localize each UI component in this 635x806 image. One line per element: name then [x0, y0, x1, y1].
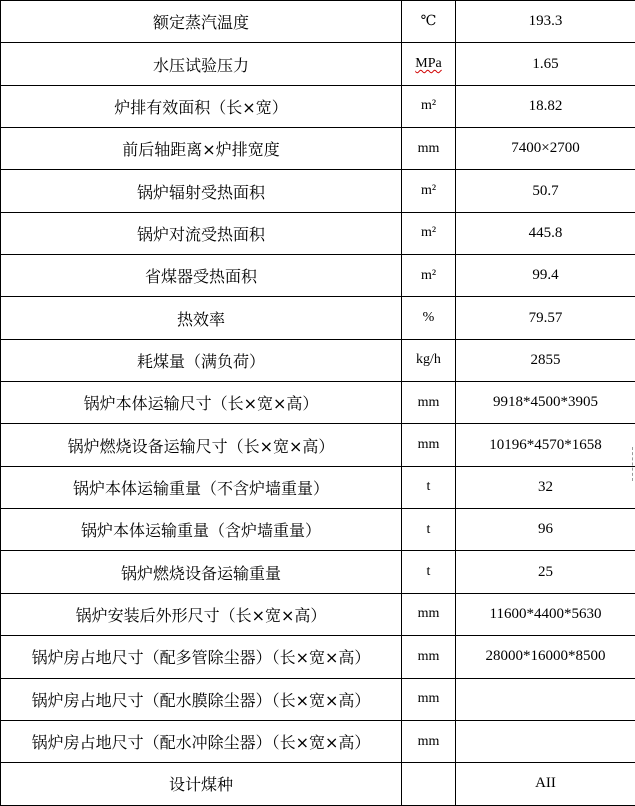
unit-text: kg/h — [416, 352, 441, 367]
parameter-value: 32 — [456, 466, 635, 508]
table-row — [1, 382, 635, 424]
parameter-unit — [402, 720, 456, 762]
parameter-name: 锅炉本体运输尺寸（长×宽×高） — [1, 382, 402, 424]
unit-text: m² — [421, 183, 436, 198]
parameter-name: 前后轴距离×炉排宽度 — [1, 128, 402, 170]
parameter-name: 炉排有效面积（长×宽） — [1, 85, 402, 127]
parameter-name: 设计煤种 — [1, 763, 402, 805]
parameter-unit — [402, 128, 456, 170]
parameter-name: 水压试验压力 — [1, 43, 402, 85]
table-row — [1, 678, 635, 720]
parameter-unit — [402, 43, 456, 85]
parameter-unit — [402, 636, 456, 678]
parameter-value: 2855 — [456, 339, 635, 381]
parameter-value: 7400×2700 — [456, 128, 635, 170]
unit-text: mm — [418, 691, 440, 706]
parameter-name: 锅炉对流受热面积 — [1, 212, 402, 254]
parameter-unit — [402, 170, 456, 212]
parameter-value: 18.82 — [456, 85, 635, 127]
table-row — [1, 636, 635, 678]
parameter-value — [456, 720, 635, 762]
parameter-unit — [402, 466, 456, 508]
unit-text: mm — [418, 395, 440, 410]
unit-text: t — [427, 522, 431, 537]
parameter-name: 锅炉燃烧设备运输重量 — [1, 551, 402, 593]
parameter-unit — [402, 1, 456, 43]
parameter-value: 99.4 — [456, 255, 635, 297]
parameter-value: 28000*16000*8500 — [456, 636, 635, 678]
parameter-value — [456, 678, 635, 720]
table-row — [1, 593, 635, 635]
spec-table-body — [1, 1, 635, 806]
parameter-name: 热效率 — [1, 297, 402, 339]
unit-text: m² — [421, 225, 436, 240]
table-row — [1, 128, 635, 170]
parameter-value: 79.57 — [456, 297, 635, 339]
unit-text: % — [423, 310, 435, 325]
table-row — [1, 85, 635, 127]
parameter-unit — [402, 339, 456, 381]
parameter-value: 50.7 — [456, 170, 635, 212]
parameter-name: 省煤器受热面积 — [1, 255, 402, 297]
parameter-unit — [402, 382, 456, 424]
parameter-value: 445.8 — [456, 212, 635, 254]
parameter-name: 耗煤量（满负荷） — [1, 339, 402, 381]
parameter-unit — [402, 509, 456, 551]
parameter-name: 锅炉辐射受热面积 — [1, 170, 402, 212]
table-row — [1, 466, 635, 508]
table-row — [1, 509, 635, 551]
table-row — [1, 255, 635, 297]
parameter-unit — [402, 85, 456, 127]
table-row — [1, 170, 635, 212]
unit-text: m² — [421, 98, 436, 113]
parameter-value: 96 — [456, 509, 635, 551]
parameter-unit — [402, 763, 456, 805]
parameter-unit — [402, 551, 456, 593]
table-row — [1, 551, 635, 593]
table-row — [1, 339, 635, 381]
table-row — [1, 212, 635, 254]
table-row — [1, 43, 635, 85]
parameter-unit — [402, 593, 456, 635]
parameter-unit — [402, 297, 456, 339]
parameter-name: 锅炉本体运输重量（不含炉墙重量） — [1, 466, 402, 508]
parameter-unit — [402, 678, 456, 720]
parameter-name: 锅炉房占地尺寸（配多管除尘器）（长×宽×高） — [1, 636, 402, 678]
table-row — [1, 297, 635, 339]
unit-text: mm — [418, 734, 440, 749]
parameter-unit — [402, 212, 456, 254]
parameter-name: 锅炉安装后外形尺寸（长×宽×高） — [1, 593, 402, 635]
unit-text: ℃ — [421, 14, 437, 29]
table-row — [1, 763, 635, 805]
parameter-name: 锅炉燃烧设备运输尺寸（长×宽×高） — [1, 424, 402, 466]
table-row — [1, 1, 635, 43]
parameter-value: 1.65 — [456, 43, 635, 85]
unit-text: t — [427, 564, 431, 579]
parameter-name: 锅炉本体运输重量（含炉墙重量） — [1, 509, 402, 551]
parameter-value: AII — [456, 763, 635, 805]
parameter-name: 锅炉房占地尺寸（配水膜除尘器）（长×宽×高） — [1, 678, 402, 720]
parameter-value: 11600*4400*5630 — [456, 593, 635, 635]
unit-text: m² — [421, 268, 436, 283]
parameter-unit — [402, 255, 456, 297]
parameter-value: 10196*4570*1658 — [456, 424, 635, 466]
table-row — [1, 720, 635, 762]
unit-text: mm — [418, 606, 440, 621]
parameter-unit — [402, 424, 456, 466]
unit-text: mm — [418, 649, 440, 664]
unit-text: t — [427, 479, 431, 494]
parameter-name: 额定蒸汽温度 — [1, 1, 402, 43]
parameter-value: 25 — [456, 551, 635, 593]
unit-text: mm — [418, 141, 440, 156]
unit-text: mm — [418, 437, 440, 452]
table-row — [1, 424, 635, 466]
parameter-value: 9918*4500*3905 — [456, 382, 635, 424]
parameter-value: 193.3 — [456, 1, 635, 43]
unit-text: MPa — [415, 56, 441, 71]
parameter-name: 锅炉房占地尺寸（配水冲除尘器）（长×宽×高） — [1, 720, 402, 762]
